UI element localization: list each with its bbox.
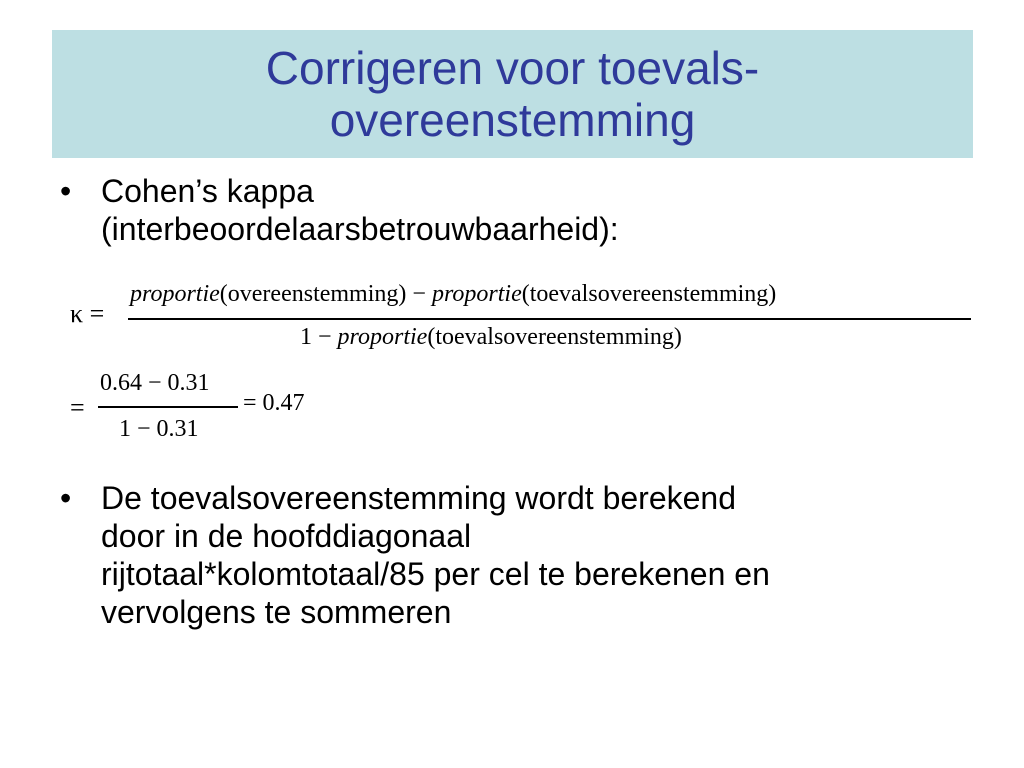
bullet-dot: •	[60, 480, 72, 516]
numerator-arg-2: (toevalsovereenstemming)	[521, 281, 777, 307]
formula-lhs: κ =	[70, 299, 105, 328]
numerator-arg-1: (overeenstemming)	[219, 281, 407, 307]
bullet-2-line-4: vervolgens te sommeren	[101, 594, 452, 630]
denominator-arg: (toevalsovereenstemming)	[427, 324, 682, 350]
numerator-operator: −	[406, 281, 432, 307]
numerator-term-2: proportie	[431, 281, 522, 307]
slide-title-line-1: Corrigeren voor toevals-	[265, 42, 760, 94]
bullet-2-line-3: rijtotaal*kolomtotaal/85 per cel te berekenen en	[101, 556, 770, 592]
calc-numerator: 0.64 − 0.31	[100, 370, 210, 396]
formula-numerator	[130, 281, 776, 308]
bullet-dot: •	[60, 173, 72, 209]
bullet-1-line-1: Cohen’s kappa	[101, 173, 314, 209]
denominator-term: proportie	[337, 324, 428, 350]
bullet-1-line-2: (interbeoordelaarsbetrouwbaarheid):	[101, 211, 619, 247]
bullet-2-line-1: De toevalsovereenstemming wordt berekend	[101, 480, 736, 516]
formula-denominator	[300, 324, 682, 351]
title-band	[52, 30, 973, 158]
calc-fraction-bar	[98, 406, 238, 408]
calc-result: = 0.47	[243, 390, 305, 416]
slide-title-line-2: overeenstemming	[329, 94, 696, 146]
calc-denominator: 1 − 0.31	[119, 416, 199, 442]
fraction-bar	[128, 318, 971, 320]
bullet-2-line-2: door in de hoofddiagonaal	[101, 518, 472, 554]
numerator-term-1: proportie	[130, 281, 220, 307]
denominator-prefix: 1 −	[300, 324, 338, 350]
calc-equals: =	[70, 393, 85, 422]
